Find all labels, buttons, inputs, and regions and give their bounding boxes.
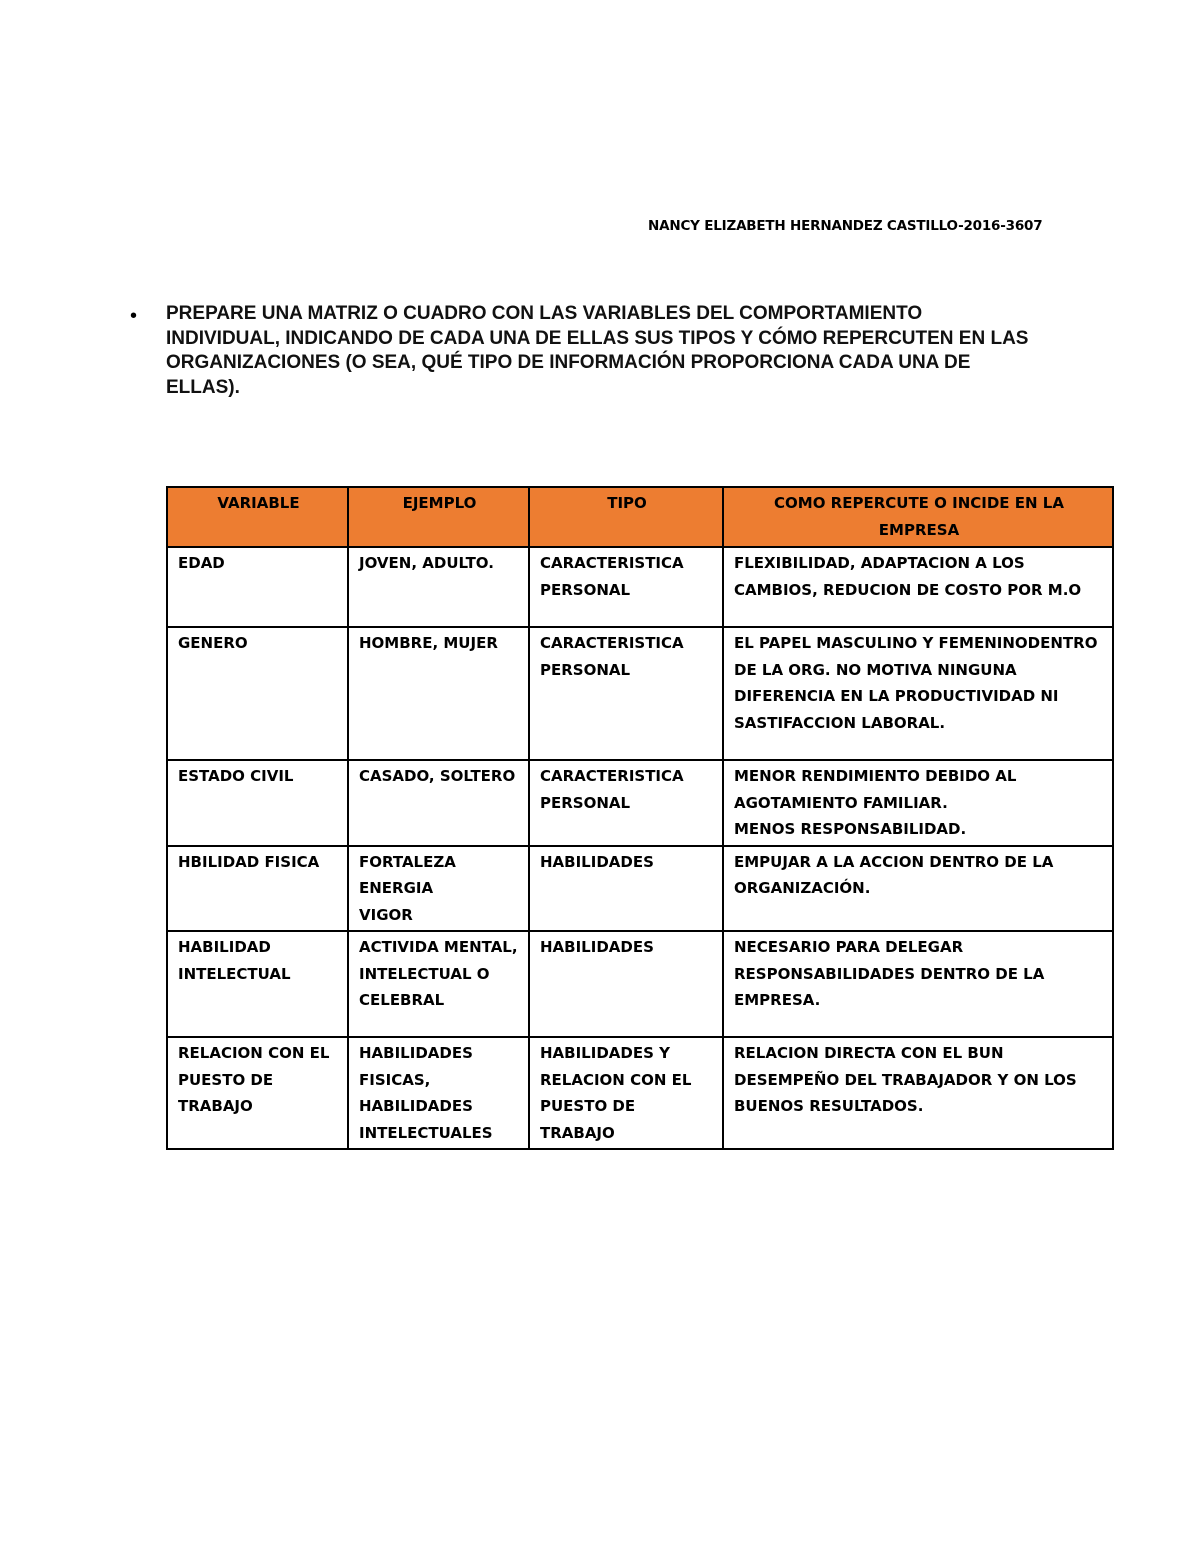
cell-tipo: CARACTERISTICA PERSONAL xyxy=(529,547,723,627)
cell-variable: HBILIDAD FISICA xyxy=(167,846,348,932)
cell-variable: RELACION CON EL PUESTO DE TRABAJO xyxy=(167,1037,348,1149)
cell-repercusion: EL PAPEL MASCULINO Y FEMENINODENTRO DE LA ORG. NO MOTIVA NINGUNA DIFERENCIA EN LA PRODUCTIVIDAD NI SASTIFACCION LABORAL. xyxy=(723,627,1113,760)
cell-repercusion: RELACION DIRECTA CON EL BUN DESEMPEÑO DEL TRABAJADOR Y ON LOS BUENOS RESULTADOS. xyxy=(723,1037,1113,1149)
table-header-row xyxy=(167,487,1113,547)
cell-ejemplo: ACTIVIDA MENTAL, INTELECTUAL O CELEBRAL xyxy=(348,931,529,1037)
cell-ejemplo-line: ENERGIA xyxy=(359,879,434,897)
cell-ejemplo: CASADO, SOLTERO xyxy=(348,760,529,846)
cell-ejemplo: JOVEN, ADULTO. xyxy=(348,547,529,627)
header-repercusion: COMO REPERCUTE O INCIDE EN LA EMPRESA xyxy=(723,487,1113,547)
task-bullet-item xyxy=(130,302,1050,400)
bullet-icon: • xyxy=(130,305,138,327)
table-row xyxy=(167,627,1113,760)
cell-repercusion: EMPUJAR A LA ACCION DENTRO DE LA ORGANIZACIÓN. xyxy=(723,846,1113,932)
header-ejemplo: EJEMPLO xyxy=(348,487,529,547)
cell-variable: EDAD xyxy=(167,547,348,627)
cell-tipo: HABILIDADES xyxy=(529,846,723,932)
cell-repercusion-line: MENOR RENDIMIENTO DEBIDO AL AGOTAMIENTO FAMILIAR. xyxy=(734,767,1017,812)
table-row xyxy=(167,931,1113,1037)
task-instruction-text: PREPARE UNA MATRIZ O CUADRO CON LAS VARIABLES DEL COMPORTAMIENTO INDIVIDUAL, INDICANDO DE CADA UNA DE ELLAS SUS TIPOS Y CÓMO REPERCUTEN EN LAS ORGANIZACIONES (O SEA, QUÉ TIPO DE INFORMACIÓN PROPORCIONA CADA UNA DE ELLAS). xyxy=(166,303,1029,398)
cell-tipo: HABILIDADES Y RELACION CON EL PUESTO DE TRABAJO xyxy=(529,1037,723,1149)
cell-tipo: HABILIDADES xyxy=(529,931,723,1037)
cell-ejemplo: HABILIDADES FISICAS, HABILIDADES INTELECTUALES xyxy=(348,1037,529,1149)
cell-repercusion-line: MENOS RESPONSABILIDAD. xyxy=(734,820,967,838)
cell-variable: HABILIDAD INTELECTUAL xyxy=(167,931,348,1037)
cell-repercusion: FLEXIBILIDAD, ADAPTACION A LOS CAMBIOS, REDUCION DE COSTO POR M.O xyxy=(723,547,1113,627)
table-row xyxy=(167,760,1113,846)
header-tipo: TIPO xyxy=(529,487,723,547)
cell-ejemplo xyxy=(348,846,529,932)
cell-ejemplo-line: VIGOR xyxy=(359,905,413,924)
cell-repercusion xyxy=(723,760,1113,846)
cell-variable: ESTADO CIVIL xyxy=(167,760,348,846)
cell-tipo: CARACTERISTICA PERSONAL xyxy=(529,760,723,846)
author-name-line: NANCY ELIZABETH HERNANDEZ CASTILLO-2016-3607 xyxy=(648,218,1043,234)
cell-ejemplo: HOMBRE, MUJER xyxy=(348,627,529,760)
cell-repercusion: NECESARIO PARA DELEGAR RESPONSABILIDADES DENTRO DE LA EMPRESA. xyxy=(723,931,1113,1037)
variables-matrix-table xyxy=(166,486,1114,1150)
cell-variable: GENERO xyxy=(167,627,348,760)
header-variable: VARIABLE xyxy=(167,487,348,547)
table-row xyxy=(167,547,1113,627)
table-row xyxy=(167,1037,1113,1149)
table-row xyxy=(167,846,1113,932)
cell-ejemplo-line: FORTALEZA xyxy=(359,852,456,871)
cell-tipo: CARACTERISTICA PERSONAL xyxy=(529,627,723,760)
